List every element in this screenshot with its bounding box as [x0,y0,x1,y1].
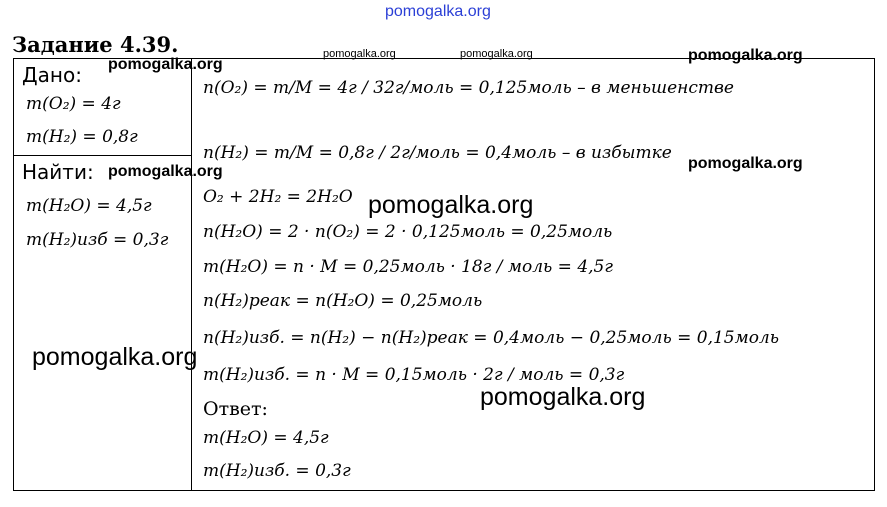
solution-line: n(H₂)реак = n(H₂O) = 0,25моль [203,291,483,311]
watermark: pomogalka.org [688,47,803,64]
watermark: pomogalka.org [108,163,223,180]
site-link[interactable]: pomogalka.org [385,3,491,20]
find-line: m(H₂O) = 4,5г [26,196,152,216]
solution-line: n(H₂)изб. = n(H₂) − n(H₂)реак = 0,4моль − 0,25моль = 0,15моль [203,328,780,348]
answer-line: m(H₂)изб. = 0,3г [203,461,351,481]
column-divider [191,58,192,491]
answer-label: Ответ: [203,398,268,420]
watermark: pomogalka.org [480,383,646,411]
watermark: pomogalka.org [323,48,396,60]
solution-line: n(O₂) = m/M = 4г / 32г/моль = 0,125моль – в меньшенстве [203,78,734,98]
watermark: pomogalka.org [368,191,534,219]
solution-line: n(H₂) = m/M = 0,8г / 2г/моль = 0,4моль – в избытке [203,143,672,163]
find-line: m(H₂)изб = 0,3г [26,230,169,250]
solution-line: m(H₂O) = n · M = 0,25моль · 18г / моль = 4,5г [203,257,613,277]
answer-line: m(H₂O) = 4,5г [203,428,329,448]
watermark: pomogalka.org [108,56,223,73]
watermark: pomogalka.org [460,48,533,60]
given-line: m(H₂) = 0,8г [26,127,138,147]
watermark: pomogalka.org [688,155,803,172]
given-label: Дано: [22,63,82,87]
reaction-equation: O₂ + 2H₂ = 2H₂O [203,187,353,207]
solution-line: n(H₂O) = 2 · n(O₂) = 2 · 0,125моль = 0,25моль [203,222,613,242]
watermark: pomogalka.org [32,343,198,371]
row-divider [13,155,192,156]
find-label: Найти: [22,160,94,184]
given-line: m(O₂) = 4г [26,94,121,114]
task-title: Задание 4.39. [12,32,179,57]
solution-line: m(H₂)изб. = n · M = 0,15моль · 2г / моль = 0,3г [203,365,625,385]
